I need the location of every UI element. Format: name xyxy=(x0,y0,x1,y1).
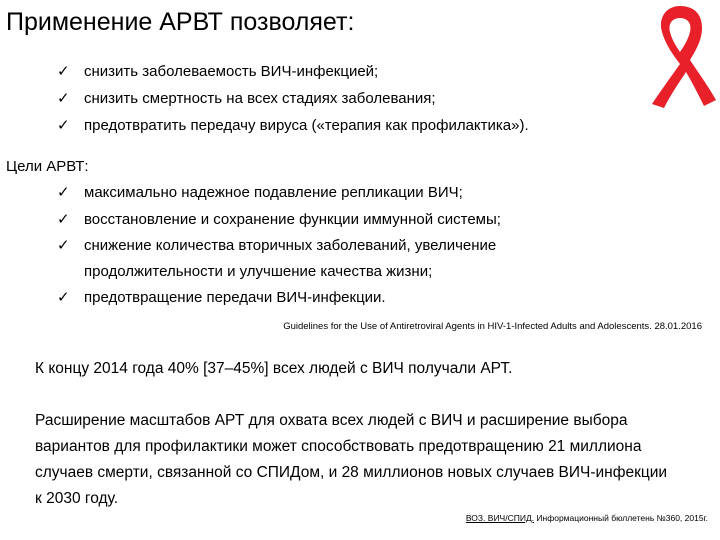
goals-heading: Цели АРВТ: xyxy=(6,158,89,175)
footer-source-text: Информационный бюллетень №360, 2015г. xyxy=(534,513,708,523)
checkmark-icon: ✓ xyxy=(57,116,70,134)
benefit-item: снизить смертность на всех стадиях заболевания; xyxy=(84,90,436,107)
benefit-item: снизить заболеваемость ВИЧ-инфекцией; xyxy=(84,63,379,80)
paragraph-line: вариантов для профилактики может способствовать предотвращению 21 миллиона xyxy=(35,438,642,455)
footer-source xyxy=(466,513,708,523)
awareness-ribbon-icon xyxy=(640,0,720,110)
checkmark-icon: ✓ xyxy=(57,210,70,228)
citation: Guidelines for the Use of Antiretroviral Agents in HIV-1-Infected Adults and Adolescents. 28.01.2016 xyxy=(283,321,702,332)
page-title: Применение АРВТ позволяет: xyxy=(6,8,355,36)
goal-item: восстановление и сохранение функции иммунной системы; xyxy=(84,211,501,228)
paragraph-art-expansion xyxy=(35,408,705,512)
goal-item: снижение количества вторичных заболеваний, увеличение xyxy=(84,237,497,254)
ribbon-shape xyxy=(652,6,716,108)
benefit-item: предотвратить передачу вируса («терапия как профилактика»). xyxy=(84,117,529,134)
checkmark-icon: ✓ xyxy=(57,236,70,254)
paragraph-line: к 2030 году. xyxy=(35,490,119,507)
checkmark-icon: ✓ xyxy=(57,288,70,306)
paragraph-line: Расширение масштабов АРТ для охвата всех людей с ВИЧ и расширение выбора xyxy=(35,412,628,429)
goal-item: максимально надежное подавление репликации ВИЧ; xyxy=(84,184,463,201)
checkmark-icon: ✓ xyxy=(57,62,70,80)
checkmark-icon: ✓ xyxy=(57,89,70,107)
checkmark-icon: ✓ xyxy=(57,183,70,201)
footer-source-link[interactable]: ВОЗ. ВИЧ/СПИД. xyxy=(465,513,535,523)
goal-item: предотвращение передачи ВИЧ-инфекции. xyxy=(84,289,386,306)
goal-item-continuation: продолжительности и улучшение качества жизни; xyxy=(84,263,433,280)
paragraph-line: случаев смерти, связанной со СПИДом, и 28 миллионов новых случаев ВИЧ-инфекции xyxy=(35,464,668,481)
paragraph-art-coverage: К концу 2014 года 40% [37–45%] всех людей с ВИЧ получали АРТ. xyxy=(35,360,513,377)
